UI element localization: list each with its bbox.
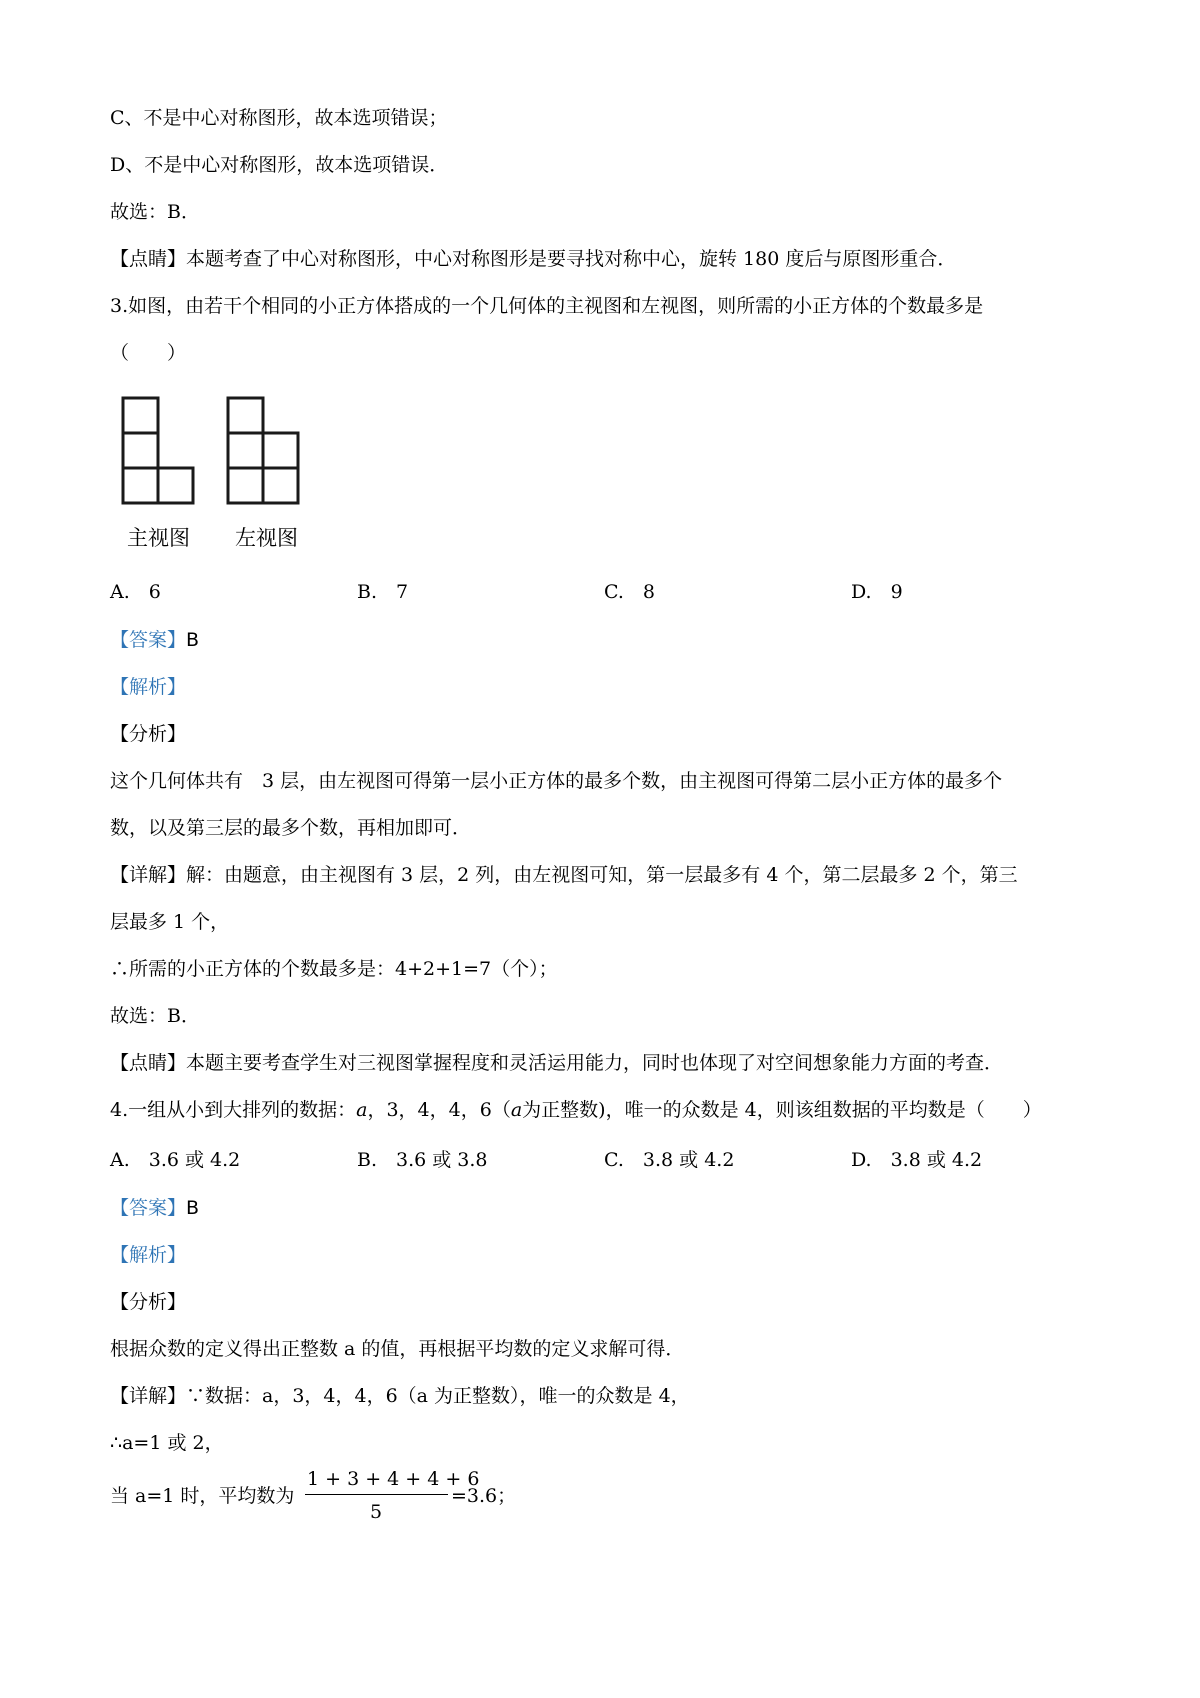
q3-answer <box>110 628 199 652</box>
front-view-cell <box>123 398 158 433</box>
q4-detail-line2: ∴a=1 或 2， <box>110 1432 224 1454</box>
front-view-cell <box>158 468 193 503</box>
left-view-label: 左视图 <box>235 526 298 550</box>
front-view-label: 主视图 <box>127 526 190 550</box>
front-view-cell <box>123 433 158 468</box>
q3-option-d: D. 9 <box>851 581 903 603</box>
mean-fraction-denominator: 5 <box>370 1501 383 1523</box>
mean-fraction-bar <box>305 1494 448 1495</box>
q4-stem-var: a <box>356 1099 368 1121</box>
q4-option-b: B. 3.6 或 3.8 <box>357 1149 488 1171</box>
q4-fenxi-tag: 【分析】 <box>110 1291 187 1313</box>
mean-fraction-numerator: 1 + 3 + 4 + 4 + 6 <box>307 1468 480 1490</box>
q3-option-c: C. 8 <box>604 581 655 603</box>
front-view-cell <box>123 468 158 503</box>
q4-answer-value: B <box>186 1197 200 1219</box>
q3-comment: 【点睛】本题主要考查学生对三视图掌握程度和灵活运用能力，同时也体现了对空间想象能力方面的考查． <box>110 1052 1004 1074</box>
q4-analysis-tag: 【解析】 <box>110 1244 187 1266</box>
q3-detail-line4: 故选：B． <box>110 1005 200 1027</box>
q3-detail-line2: 层最多 1 个， <box>110 911 230 933</box>
left-view-cell <box>228 468 263 503</box>
q3-detail-line1: 【详解】解：由题意，由主视图有 3 层，2 列，由左视图可知，第一层最多有 4 个，第二层最多 2 个，第三 <box>110 864 1018 886</box>
q3-analysis-tag: 【解析】 <box>110 676 187 698</box>
q3-figure <box>118 395 318 505</box>
left-view-cell <box>228 398 263 433</box>
q3-fenxi-line1: 这个几何体共有 3 层，由左视图可得第一层小正方体的最多个数，由主视图可得第二层小正方体的最多个 <box>110 770 1003 792</box>
q4-option-d: D. 3.8 或 4.2 <box>851 1149 983 1171</box>
q3-stem-line1: 3.如图，由若干个相同的小正方体搭成的一个几何体的主视图和左视图，则所需的小正方体的个数最多是 <box>110 295 984 317</box>
q3-option-a: A. 6 <box>110 581 161 603</box>
q3-stem-line2: （ ） <box>110 342 187 364</box>
q3-answer-tag: 【答案】 <box>110 629 187 651</box>
text-line-d-option: D、不是中心对称图形，故本选项错误． <box>110 154 449 176</box>
q3-fenxi-line2: 数，以及第三层的最多个数，再相加即可． <box>110 817 472 839</box>
q4-stem-part-a: 4.一组从小到大排列的数据： <box>110 1099 357 1121</box>
text-line-comment: 【点睛】本题考查了中心对称图形，中心对称图形是要寻找对称中心，旋转 180 度后与原图形重合． <box>110 248 957 270</box>
q4-detail-line3-pre: 当 a=1 时，平均数为 <box>110 1485 295 1507</box>
text-line-c-option: C、不是中心对称图形，故本选项错误； <box>110 107 448 129</box>
q4-detail-line3-post: =3.6； <box>451 1485 517 1507</box>
left-view-cell <box>263 468 298 503</box>
q3-fenxi-tag: 【分析】 <box>110 723 187 745</box>
q4-answer <box>110 1196 199 1220</box>
left-view-cell <box>263 433 298 468</box>
left-view-cell <box>228 433 263 468</box>
q4-option-c: C. 3.8 或 4.2 <box>604 1149 735 1171</box>
q4-option-a: A. 3.6 或 4.2 <box>110 1149 241 1171</box>
q4-stem <box>110 1098 1042 1122</box>
q4-fenxi: 根据众数的定义得出正整数 a 的值，再根据平均数的定义求解可得． <box>110 1338 685 1360</box>
q3-detail-line3: ∴所需的小正方体的个数最多是：4+2+1=7（个）； <box>110 958 558 980</box>
q4-stem-part-c: 为正整数)，唯一的众数是 4，则该组数据的平均数是（ ） <box>522 1099 1042 1121</box>
q4-answer-tag: 【答案】 <box>110 1197 187 1219</box>
text-line-choice: 故选：B． <box>110 201 200 223</box>
q3-answer-value: B <box>186 629 200 651</box>
q4-stem-var: a <box>510 1099 523 1121</box>
q4-stem-part-b: ，3，4，4，6（ <box>367 1099 511 1121</box>
q4-detail-line1: 【详解】∵数据：a，3，4，4，6（a 为正整数），唯一的众数是 4， <box>110 1385 690 1407</box>
q3-option-b: B. 7 <box>357 581 409 603</box>
